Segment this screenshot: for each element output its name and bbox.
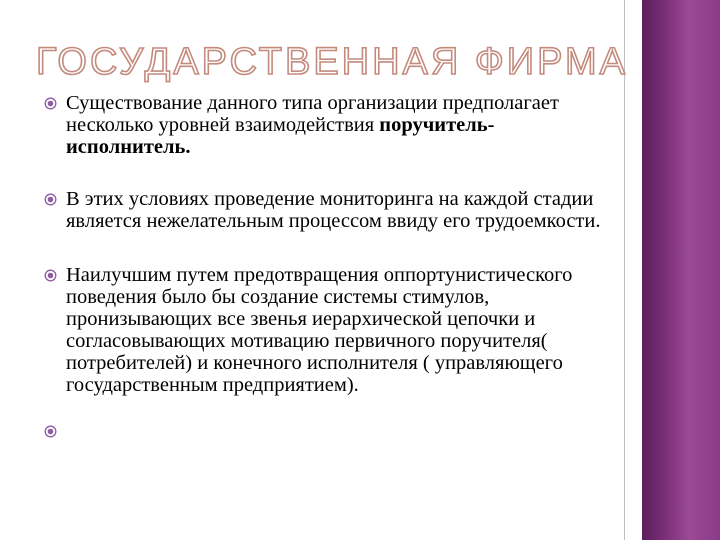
radio-bullet-icon: [44, 425, 57, 438]
slide-title-text: ГОСУДАРСТВЕННАЯ ФИРМА: [35, 41, 629, 83]
bullet-item: [44, 264, 604, 396]
bullet-list: [44, 92, 604, 442]
decorative-purple-band: [642, 0, 720, 540]
radio-bullet-icon: [44, 269, 57, 282]
bullet-item: [44, 188, 604, 232]
slide-title: [35, 34, 629, 90]
radio-bullet-icon: [44, 193, 57, 206]
radio-bullet-icon: [44, 97, 57, 110]
bullet-text: Существование данного типа организации предполагает несколько уровней взаимодействия: [66, 92, 559, 136]
bullet-text-bold: поручитель-исполнитель.: [66, 114, 495, 158]
bullet-text: Наилучшим путем предотвращения оппортунистического поведения было бы создание системы стимулов, пронизывающих все звенья иерархической цепочки и согласовывающих мотивацию первичного поручителя( потребителей) и конечного исполнителя ( управляющего государственным предприятием).: [66, 264, 573, 396]
bullet-item: [44, 92, 604, 158]
bullet-item-empty: [44, 420, 604, 442]
bullet-text: В этих условиях проведение мониторинга на каждой стадии является нежелательным процессом ввиду его трудоемкости.: [66, 188, 601, 232]
